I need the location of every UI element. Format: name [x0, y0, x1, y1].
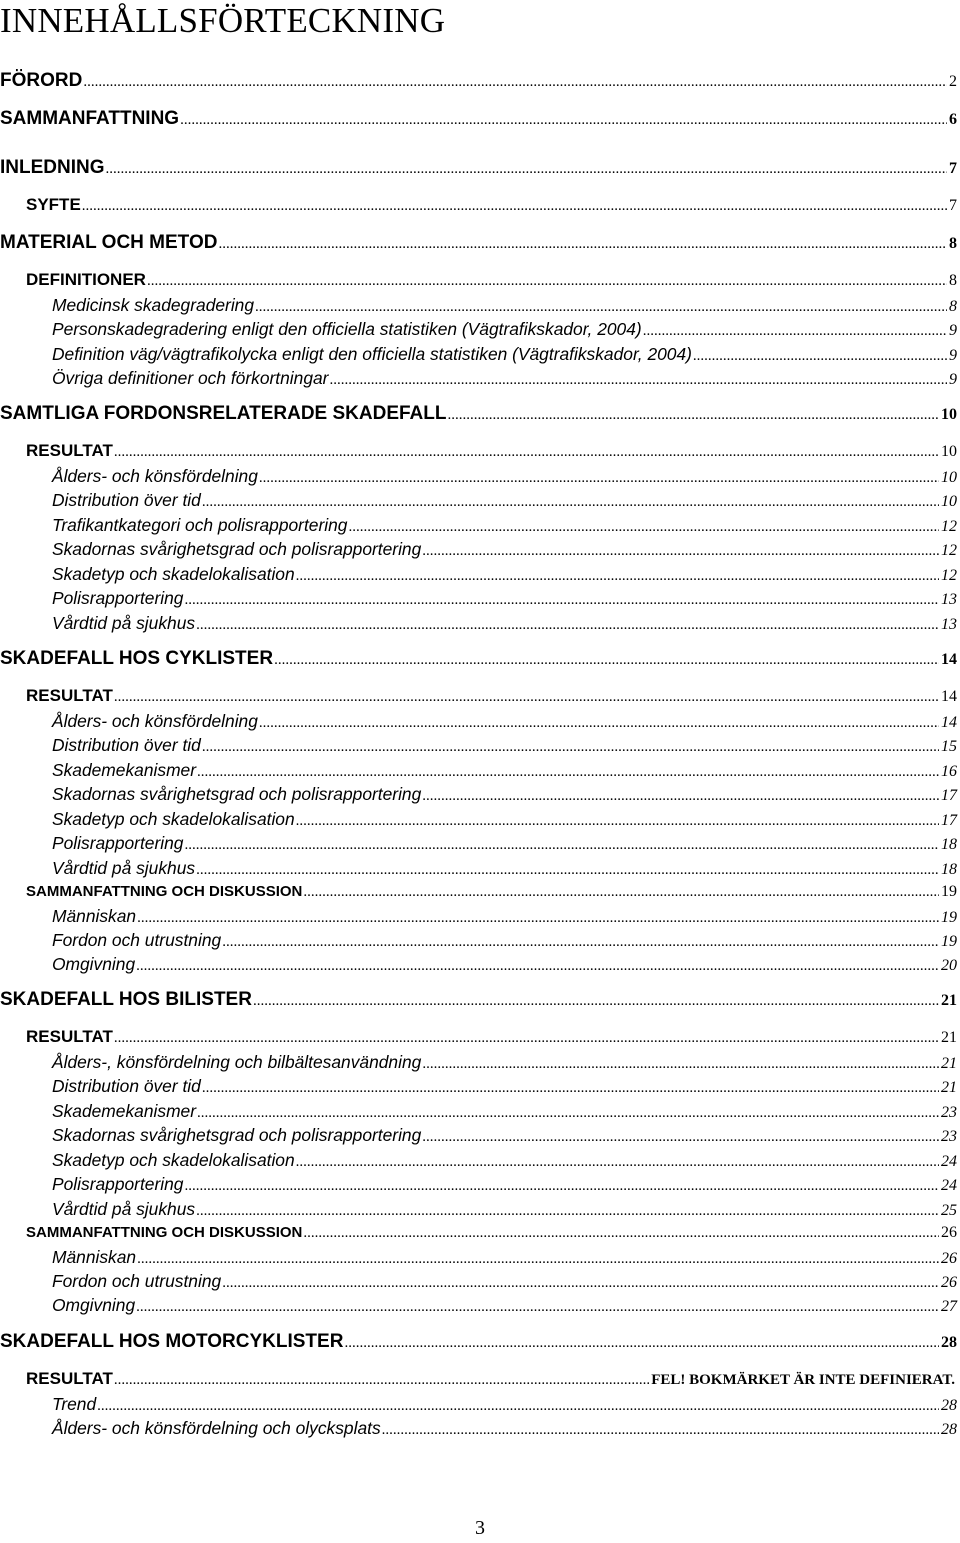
toc-entry-page: 26: [941, 1224, 957, 1241]
toc-entry-page: 8: [949, 235, 957, 252]
toc-entry[interactable]: [0, 230, 957, 256]
toc-entry-page: 21: [941, 992, 957, 1009]
toc-entry-label: SAMTLIGA FORDONSRELATERADE SKADEFALL: [0, 403, 447, 424]
toc-entry-label: Människan: [52, 906, 137, 926]
toc-entry[interactable]: [52, 463, 957, 489]
toc-entry[interactable]: [52, 927, 957, 953]
toc-entry-label: MATERIAL OCH METOD: [0, 232, 218, 253]
toc-entry-page: 16: [941, 763, 957, 780]
toc-entry[interactable]: [0, 68, 957, 94]
toc-entry-label: Skadetyp och skadelokalisation: [52, 564, 295, 584]
toc-entry[interactable]: [52, 708, 957, 734]
toc-entry[interactable]: [26, 267, 957, 293]
toc-entry[interactable]: [52, 561, 957, 587]
toc-entry[interactable]: [52, 512, 957, 538]
toc-entry-label: Ålders- och könsfördelning och olycksplats: [52, 1418, 381, 1438]
toc-entry-label: Skadornas svårighetsgrad och polisrapportering: [52, 1125, 422, 1145]
dot-leader: [147, 268, 947, 294]
toc-entry[interactable]: [52, 365, 957, 391]
toc-entry[interactable]: [0, 1329, 957, 1355]
toc-entry-label: Medicinsk skadegradering: [52, 295, 255, 315]
page-title: INNEHÅLLSFÖRTECKNING: [0, 1, 446, 40]
dot-leader: [83, 69, 947, 95]
dot-leader: [136, 953, 939, 979]
toc-entry[interactable]: [52, 1415, 957, 1441]
toc-entry-label: Omgivning: [52, 954, 136, 974]
toc-entry[interactable]: [52, 1244, 957, 1270]
toc-entry-label: SKADEFALL HOS MOTORCYKLISTER: [0, 1331, 344, 1352]
toc-entry-label: Ålders-, könsfördelning och bilbältesanvändning: [52, 1052, 422, 1072]
toc-entry[interactable]: [52, 1122, 957, 1148]
toc-entry-page: 23: [941, 1128, 957, 1145]
dot-leader: [274, 647, 939, 673]
dot-leader: [344, 1330, 939, 1356]
toc-entry-page: 20: [941, 957, 957, 974]
toc-entry-page: 27: [941, 1298, 957, 1315]
toc-entry-page: 24: [941, 1177, 957, 1194]
toc-entry[interactable]: [52, 585, 957, 611]
toc-entry-label: Skadetyp och skadelokalisation: [52, 809, 295, 829]
toc-entry[interactable]: [52, 830, 957, 856]
toc-entry[interactable]: [52, 1147, 957, 1173]
toc-entry-page: 2: [949, 73, 957, 90]
toc-entry-page: 19: [941, 909, 957, 926]
toc-entry-label: Omgivning: [52, 1295, 136, 1315]
toc-entry[interactable]: [52, 806, 957, 832]
dot-leader: [114, 684, 939, 710]
toc-entry-page: 19: [941, 883, 957, 900]
dot-leader: [218, 231, 947, 257]
toc-entry-label: Skademekanismer: [52, 1101, 197, 1121]
toc-entry-page: 13: [941, 616, 957, 633]
toc-entry-page: 9: [949, 322, 957, 339]
toc-entry-page: 26: [941, 1274, 957, 1291]
toc-entry-label: SKADEFALL HOS BILISTER: [0, 989, 252, 1010]
toc-entry[interactable]: [52, 536, 957, 562]
dot-leader: [196, 612, 939, 638]
toc-entry[interactable]: [52, 487, 957, 513]
toc-entry[interactable]: [52, 732, 957, 758]
toc-entry-label: Distribution över tid: [52, 1076, 201, 1096]
toc-entry-page: 7: [949, 197, 957, 214]
toc-entry-page: 9: [949, 371, 957, 388]
toc-entry-label: Definition väg/vägtrafikolycka enligt den officiella statistiken (Vägtrafikskador, 2004): [52, 344, 692, 364]
toc-entry-label: Polisrapportering: [52, 833, 184, 853]
toc-entry-page: 17: [941, 787, 957, 804]
toc-entry[interactable]: [52, 1049, 957, 1075]
toc-entry-label: Trend: [52, 1394, 97, 1414]
toc-entry-label: Personskadegradering enligt den officiella statistiken (Vägtrafikskador, 2004): [52, 319, 642, 339]
toc-entry-label: DEFINITIONER: [26, 270, 146, 289]
toc-entry[interactable]: [52, 316, 957, 342]
toc-entry-page: 18: [941, 836, 957, 853]
toc-entry[interactable]: [52, 903, 957, 929]
toc-entry-page: 14: [941, 714, 957, 731]
dot-leader: [329, 367, 947, 393]
toc-entry-page: 15: [941, 738, 957, 755]
toc-entry-label: Polisrapportering: [52, 588, 184, 608]
bookmark-error-text: FEL! BOKMÄRKET ÄR INTE DEFINIERAT.: [651, 1372, 955, 1388]
toc-entry[interactable]: [26, 683, 957, 709]
toc-entry[interactable]: [52, 1073, 957, 1099]
toc-entry[interactable]: [0, 987, 957, 1013]
toc-entry-label: RESULTAT: [26, 686, 113, 705]
toc-entry-page: 10: [941, 469, 957, 486]
toc-entry-label: SYFTE: [26, 195, 81, 214]
toc-entry[interactable]: [52, 1196, 957, 1222]
toc-entry-label: SKADEFALL HOS CYKLISTER: [0, 648, 274, 669]
toc-entry-label: Vårdtid på sjukhus: [52, 613, 196, 633]
toc-entry-page: 21: [941, 1079, 957, 1096]
toc-entry-page: 28: [941, 1334, 957, 1351]
toc-entry-page: 21: [941, 1055, 957, 1072]
toc-entry[interactable]: [52, 1292, 957, 1318]
toc-entry-page: 28: [941, 1421, 957, 1438]
dot-leader: [114, 439, 939, 465]
toc-entry-label: Distribution över tid: [52, 735, 201, 755]
toc-entry-page: 7: [949, 160, 957, 177]
toc-entry-page: 14: [941, 651, 957, 668]
toc-entry-label: Skadetyp och skadelokalisation: [52, 1150, 295, 1170]
toc-entry-page: 10: [941, 443, 957, 460]
toc-entry[interactable]: [52, 1098, 957, 1124]
dot-leader: [382, 1417, 939, 1443]
toc-entry-label: Skadornas svårighetsgrad och polisrapportering: [52, 539, 422, 559]
toc-entry-label: RESULTAT: [26, 1027, 113, 1046]
dot-leader: [114, 1025, 939, 1051]
toc-entry-page: 13: [941, 591, 957, 608]
dot-leader: [303, 1220, 939, 1246]
toc-entry-page: 8: [949, 272, 957, 289]
toc-entry-page: 18: [941, 861, 957, 878]
toc-entry[interactable]: [52, 781, 957, 807]
toc-entry[interactable]: [52, 292, 957, 318]
toc-entry[interactable]: [26, 879, 957, 905]
dot-leader: [180, 107, 947, 133]
toc-entry-label: Fordon och utrustning: [52, 1271, 222, 1291]
toc-entry-page: 19: [941, 933, 957, 950]
toc-entry-page: 23: [941, 1104, 957, 1121]
dot-leader: [82, 193, 947, 219]
toc-entry-label: Fordon och utrustning: [52, 930, 222, 950]
toc-entry-page: 9: [949, 347, 957, 364]
dot-leader: [136, 1294, 939, 1320]
toc-entry[interactable]: [26, 438, 957, 464]
toc-entry[interactable]: [52, 1268, 957, 1294]
toc-entry-page: 8: [949, 298, 957, 315]
page-number: 3: [475, 1517, 485, 1539]
toc-entry-page: 14: [941, 688, 957, 705]
toc-entry[interactable]: [52, 757, 957, 783]
toc-entry-page: 12: [941, 542, 957, 559]
toc-entry-label: Polisrapportering: [52, 1174, 184, 1194]
toc-entry[interactable]: [0, 155, 957, 181]
dot-leader: [448, 402, 940, 428]
toc-entry-label: Ålders- och könsfördelning: [52, 711, 258, 731]
toc-entry[interactable]: [0, 646, 957, 672]
toc-entry-label: Vårdtid på sjukhus: [52, 1199, 196, 1219]
toc-entry-label: RESULTAT: [26, 1369, 113, 1388]
toc-entry-page: 26: [941, 1250, 957, 1267]
toc-entry[interactable]: [0, 106, 957, 132]
dot-leader: [114, 1367, 649, 1393]
toc-entry[interactable]: [52, 610, 957, 636]
toc-entry-page: 10: [941, 493, 957, 510]
toc-entry-label: Vårdtid på sjukhus: [52, 858, 196, 878]
toc-entry-label: Människan: [52, 1247, 137, 1267]
dot-leader: [303, 879, 939, 905]
toc-entry-page: 17: [941, 812, 957, 829]
toc-entry[interactable]: [26, 1024, 957, 1050]
toc-entry-label: Skademekanismer: [52, 760, 197, 780]
toc-entry[interactable]: [0, 401, 957, 427]
toc-entry-label: Skadornas svårighetsgrad och polisrapportering: [52, 784, 422, 804]
toc-entry-page: 21: [941, 1029, 957, 1046]
toc-entry[interactable]: [52, 855, 957, 881]
dot-leader: [253, 988, 939, 1014]
toc-entry-label: SAMMANFATTNING OCH DISKUSSION: [26, 1224, 303, 1241]
toc-entry-page: 28: [941, 1397, 957, 1414]
toc-entry[interactable]: [26, 192, 957, 218]
toc-entry-label: FÖRORD: [0, 70, 83, 91]
toc-entry-label: Ålders- och könsfördelning: [52, 466, 258, 486]
toc-entry[interactable]: [26, 1366, 955, 1392]
toc-entry-page: 24: [941, 1153, 957, 1170]
toc-entry-page: 12: [941, 518, 957, 535]
toc-entry-label: SAMMANFATTNING OCH DISKUSSION: [26, 883, 303, 900]
toc-entry-page: 10: [941, 406, 957, 423]
toc-entry[interactable]: [52, 341, 957, 367]
toc-entry[interactable]: [52, 1171, 957, 1197]
toc-entry-label: INLEDNING: [0, 157, 105, 178]
toc-entry-label: SAMMANFATTNING: [0, 108, 180, 129]
toc-entry[interactable]: [26, 1220, 957, 1246]
toc-entry-label: RESULTAT: [26, 441, 113, 460]
dot-leader: [106, 156, 948, 182]
toc-entry-label: Trafikantkategori och polisrapportering: [52, 515, 348, 535]
toc-entry-page: 12: [941, 567, 957, 584]
toc-entry-label: Övriga definitioner och förkortningar: [52, 368, 329, 388]
toc-entry-page: 25: [941, 1202, 957, 1219]
toc-entry[interactable]: [52, 1391, 957, 1417]
toc-entry[interactable]: [52, 951, 957, 977]
toc-entry-page: 6: [949, 111, 957, 128]
toc-entry-label: Distribution över tid: [52, 490, 201, 510]
